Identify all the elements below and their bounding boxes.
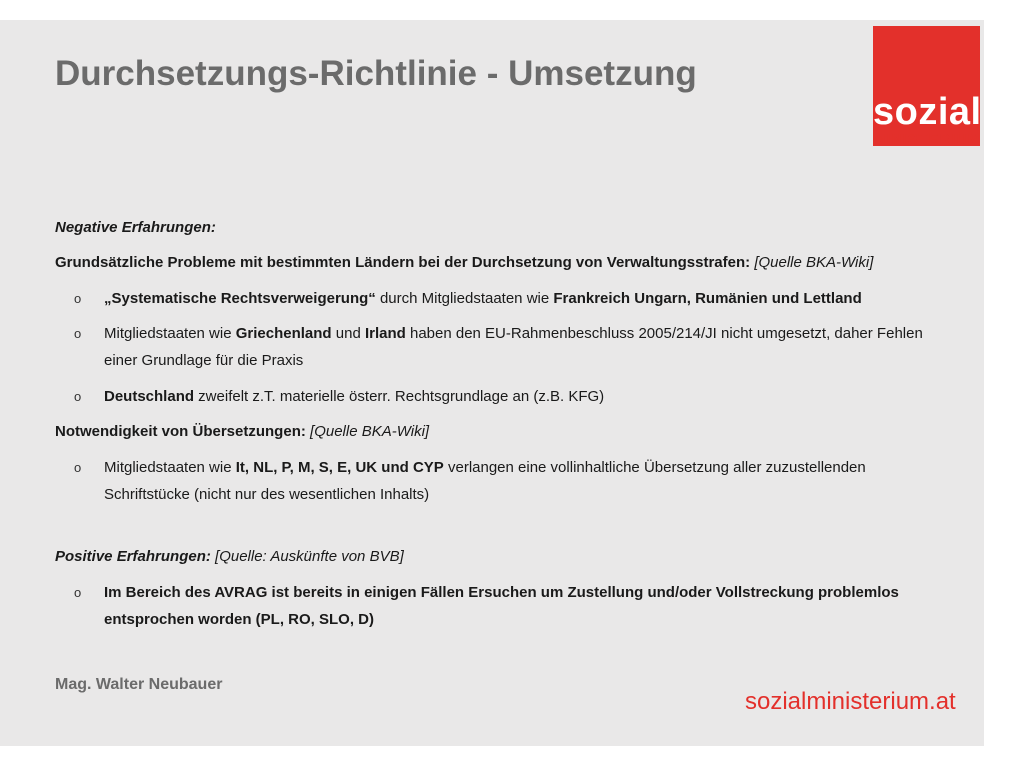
bullet-marker: o [74,291,82,306]
t1-t1: Mitgliedstaaten wie [104,459,236,476]
b2-t1: Mitgliedstaaten wie [104,325,236,342]
t1-b1: It, NL, P, M, S, E, UK und CYP [235,459,444,476]
translation-bullet-1 [104,454,866,508]
b1-text: durch Mitgliedstaaten wie [375,290,554,307]
logo-word-ministerium: MINISTERIUM [873,132,981,148]
bullet-marker: o [74,585,82,600]
b1-bold: „Systematische Rechtsverweigerung“ [104,290,376,307]
b3-bold: Deutschland [104,388,195,405]
b3-text: zweifelt z.T. materielle österr. Rechtsgrundlage an (z.B. KFG) [194,388,605,405]
negative-bullet-3 [104,383,604,410]
b2-t3: haben den EU-Rahmenbeschluss 2005/214/JI nicht umgesetzt, daher Fehlen [405,325,923,342]
translation-heading-source: [Quelle BKA-Wiki] [310,423,430,440]
translation-heading-text: Notwendigkeit von Übersetzungen: [55,423,306,440]
positive-heading-text: Positive Erfahrungen: [55,548,211,565]
t1-line2: Schriftstücke (nicht nur des wesentlichen Inhalts) [104,486,430,503]
positive-heading-source: [Quelle: Auskünfte von BVB] [215,548,404,565]
negative-intro-text: Grundsätzliche Probleme mit bestimmten Ländern bei der Durchsetzung von Verwaltungsstrafen: [55,254,751,271]
author-name: Mag. Walter Neubauer [55,676,223,693]
negative-intro-source: [Quelle BKA-Wiki] [754,254,874,271]
t1-t2: verlangen eine vollinhaltliche Übersetzung aller zuzustellenden [443,459,866,476]
positive-heading [55,543,404,570]
b2-b1: Griechenland [235,325,332,342]
sozialministerium-logo [873,26,980,146]
page-title: Durchsetzungs-Richtlinie - Umsetzung [55,54,697,93]
b2-t2: und [331,325,365,342]
website-url[interactable]: sozialministerium.at [745,688,956,715]
bullet-marker: o [74,326,82,341]
b1-bold2: Frankreich Ungarn, Rumänien und Lettland [553,290,862,307]
p1-line1: Im Bereich des AVRAG ist bereits in einigen Fällen Ersuchen um Zustellung und/oder Vollstreckung problemlos [104,584,899,601]
positive-bullet-1 [104,579,899,633]
bullet-marker: o [74,460,82,475]
negative-heading: Negative Erfahrungen: [55,219,216,236]
translation-heading [55,418,429,445]
b2-b2: Irland [364,325,406,342]
negative-bullet-1 [104,285,862,312]
b2-line2: einer Grundlage für die Praxis [104,352,304,369]
negative-intro [55,249,873,276]
negative-bullet-2 [104,320,923,374]
bullet-marker: o [74,389,82,404]
logo-word-sozial: sozial [873,91,982,133]
p1-line2: entsprochen worden (PL, RO, SLO, D) [104,611,375,628]
